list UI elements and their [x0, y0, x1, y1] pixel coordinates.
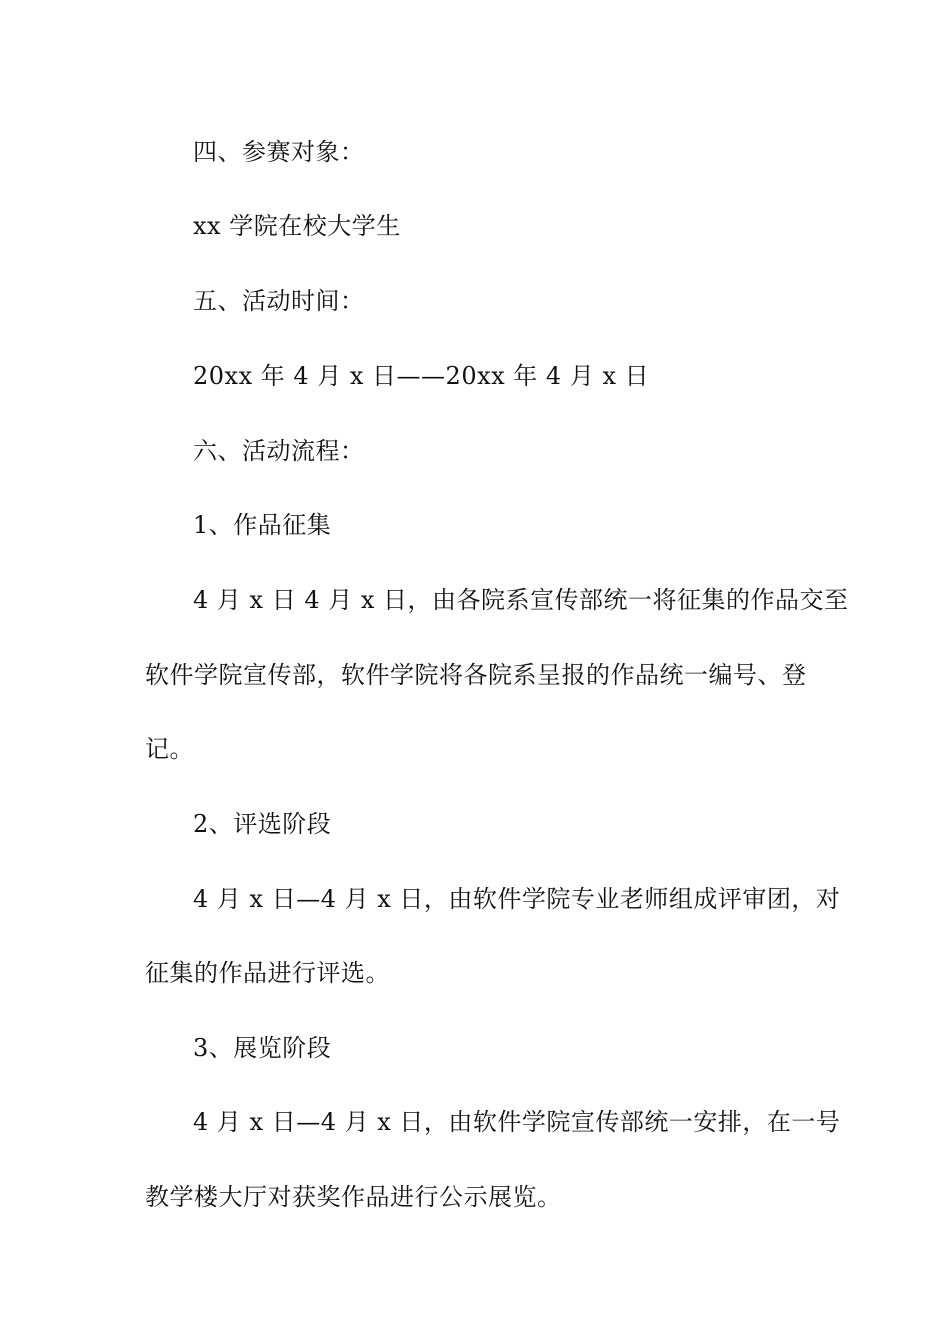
section-heading-time: 五、活动时间：	[193, 287, 365, 315]
step-heading-collection: 1、作品征集	[193, 511, 332, 539]
paragraph-line: 4 月 x 日—4 月 x 日，由软件学院专业老师组成评审团，对	[193, 885, 841, 913]
section-heading-participants: 四、参赛对象：	[193, 138, 365, 166]
step-heading-exhibition: 3、展览阶段	[193, 1034, 332, 1062]
section-heading-process: 六、活动流程：	[193, 437, 365, 465]
step-heading-review: 2、评选阶段	[193, 810, 332, 838]
paragraph-line: 4 月 x 日 4 月 x 日，由各院系宣传部统一将征集的作品交至	[193, 586, 849, 614]
paragraph-line: 教学楼大厅对获奖作品进行公示展览。	[145, 1183, 562, 1211]
time-text: 20xx 年 4 月 x 日——20xx 年 4 月 x 日	[193, 362, 650, 390]
paragraph-line: 记。	[145, 735, 194, 763]
participants-text: xx 学院在校大学生	[193, 212, 401, 240]
paragraph-line: 软件学院宣传部，软件学院将各院系呈报的作品统一编号、登	[145, 661, 807, 689]
paragraph-line: 4 月 x 日—4 月 x 日，由软件学院宣传部统一安排，在一号	[193, 1108, 841, 1136]
paragraph-line: 征集的作品进行评选。	[145, 959, 390, 987]
